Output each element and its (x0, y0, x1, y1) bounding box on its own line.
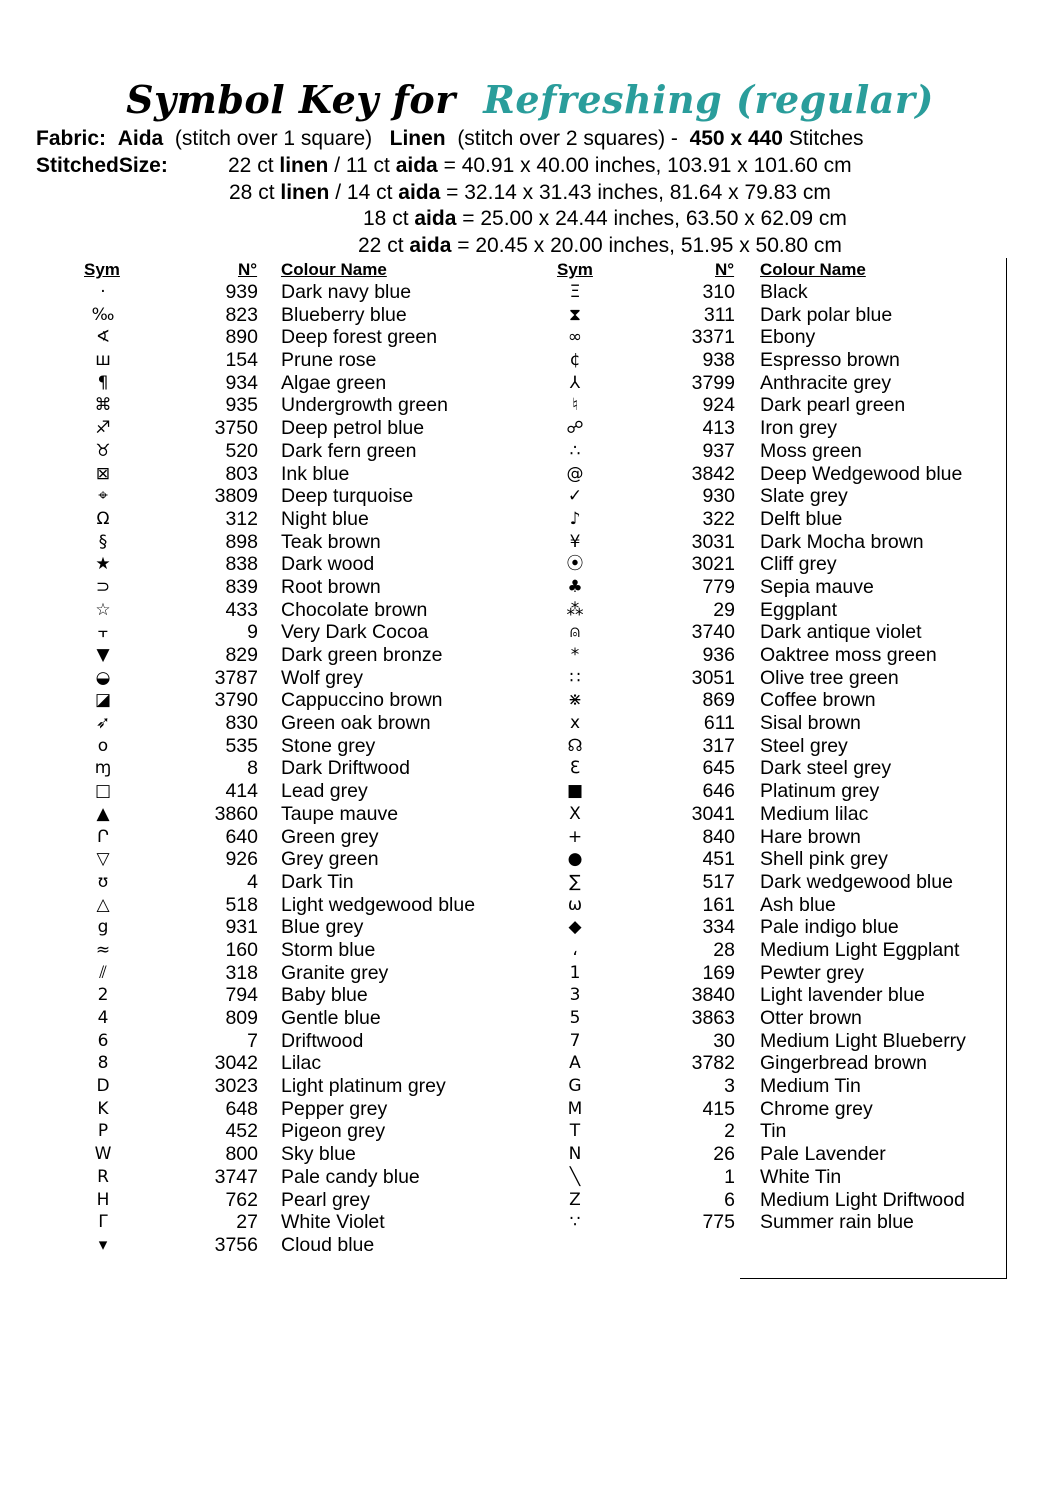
colour-name: Gingerbread brown (760, 1052, 927, 1075)
stitch-symbol: ω (567, 894, 583, 915)
stitch-symbol: ⫟ (97, 622, 109, 643)
floss-number: 312 (225, 507, 258, 530)
stitch-symbol: ■ (566, 781, 584, 802)
floss-number: 3787 (214, 666, 258, 689)
colour-name: Deep turquoise (281, 485, 414, 508)
colour-name: Dark polar blue (760, 303, 893, 326)
stitch-symbol: ℇ (569, 758, 581, 779)
stitch-symbol: 5 (569, 1008, 581, 1028)
stitch-symbol: Ξ (569, 282, 581, 302)
stitch-symbol: ☆ (95, 599, 111, 620)
stitch-symbol: ⫽ (99, 962, 107, 983)
colour-name: Pewter grey (760, 961, 865, 984)
colour-name: Grey green (281, 848, 379, 871)
stitch-symbol: ، (572, 939, 578, 960)
floss-number: 640 (225, 825, 258, 848)
floss-number: 3842 (691, 462, 735, 485)
colour-name: Medium Light Eggplant (760, 938, 960, 961)
floss-number: 26 (713, 1143, 735, 1166)
floss-number: 648 (225, 1097, 258, 1120)
stitches-count: 450 x 440 (689, 127, 783, 150)
colour-name: Gentle blue (281, 1007, 381, 1029)
colour-name: Chocolate brown (281, 598, 428, 621)
stitch-symbol: ʊ (97, 871, 109, 892)
stitch-symbol: W (94, 1144, 112, 1165)
floss-number: 451 (702, 848, 735, 871)
stitch-symbol: ∑ (569, 871, 581, 892)
colour-name: Root brown (281, 575, 381, 598)
stitch-symbol: ● (567, 849, 583, 870)
stitch-symbol: ✓ (567, 486, 583, 507)
floss-number: 3747 (214, 1165, 258, 1188)
colour-name: Sepia mauve (760, 575, 874, 598)
colour-name: Wolf grey (281, 666, 363, 689)
stitch-symbol: Ր (97, 826, 109, 847)
floss-number: 535 (225, 734, 258, 757)
colour-name: Dark Driftwood (281, 757, 410, 780)
stitch-symbol: ш (95, 350, 111, 371)
floss-number: 9 (247, 621, 258, 644)
colour-name: Otter brown (760, 1007, 862, 1029)
stitch-symbol: ⌖ (98, 486, 108, 507)
floss-number: 937 (702, 439, 735, 462)
floss-number: 2 (724, 1120, 735, 1143)
stitch-symbol: 7 (569, 1030, 581, 1051)
floss-number: 3021 (691, 553, 735, 576)
stitch-symbol: ♮ (571, 395, 579, 416)
colour-name: Moss green (760, 439, 862, 462)
floss-number: 3750 (214, 417, 258, 440)
colour-name: Pale indigo blue (760, 916, 899, 939)
floss-number: 6 (724, 1188, 735, 1211)
stitch-symbol: ≈ (95, 939, 111, 960)
stitch-symbol: 6 (97, 1030, 109, 1051)
stitch-symbol: ◒ (95, 667, 111, 688)
stitch-symbol: H (96, 1189, 110, 1210)
colour-name: Taupe mauve (281, 802, 399, 825)
floss-number: 645 (702, 757, 735, 780)
stitch-symbol: 8 (97, 1053, 109, 1074)
stitch-symbol: ⅄ (569, 372, 581, 393)
stitch-symbol: M (567, 1098, 583, 1119)
stitch-symbol: ☍ (566, 418, 584, 439)
stitch-symbol: ¶ (97, 372, 109, 393)
floss-number: 169 (702, 961, 735, 984)
stitch-symbol: ▲ (96, 803, 110, 824)
stitch-symbol: R (97, 1166, 109, 1187)
stitch-symbol: X (569, 803, 581, 824)
floss-number: 8 (247, 757, 258, 780)
floss-number: 823 (225, 303, 258, 326)
stitch-symbol: 1 (569, 962, 581, 983)
floss-number: 838 (225, 553, 258, 576)
colour-name: Storm blue (281, 938, 376, 961)
colour-name: Blueberry blue (281, 303, 407, 326)
colour-name: Deep forest green (281, 326, 438, 349)
floss-number: 3042 (214, 1052, 258, 1075)
floss-number: 924 (702, 394, 735, 417)
floss-number: 3809 (214, 485, 258, 508)
floss-number: 930 (702, 485, 735, 508)
page-title (0, 72, 1060, 128)
stitch-symbol: ♐ (95, 418, 111, 439)
floss-number: 7 (247, 1029, 258, 1052)
floss-number: 161 (702, 893, 735, 916)
floss-number: 3031 (691, 530, 735, 553)
stitch-symbol: * (570, 645, 580, 665)
colour-name: Hare brown (760, 825, 861, 848)
colour-name: Sky blue (281, 1143, 356, 1166)
colour-name: Espresso brown (760, 349, 900, 372)
stitch-symbol: + (567, 826, 583, 847)
floss-number: 939 (225, 281, 258, 303)
floss-number: 3790 (214, 689, 258, 712)
floss-number: 4 (247, 870, 258, 893)
stitch-symbol: ∴ (569, 440, 581, 461)
stitch-symbol: D (96, 1076, 110, 1097)
colour-name: Sisal brown (760, 712, 861, 735)
colour-name: Medium lilac (760, 802, 869, 825)
floss-number: 926 (225, 848, 258, 871)
colour-name: Dark green bronze (281, 644, 443, 666)
header-num-right: N° (715, 260, 735, 279)
floss-number: 611 (703, 712, 735, 735)
stitch-symbol: § (98, 531, 108, 552)
floss-number: 28 (713, 938, 735, 961)
colour-name: Light platinum grey (281, 1075, 446, 1098)
colour-name: Light lavender blue (760, 984, 925, 1007)
stitch-symbol: ╲ (569, 1166, 581, 1187)
colour-name: Steel grey (760, 734, 848, 757)
colour-name: Eggplant (760, 598, 837, 621)
colour-name: Platinum grey (760, 780, 880, 803)
floss-number: 413 (702, 417, 735, 440)
stitch-symbol: □ (94, 781, 112, 802)
stitch-symbol: ⍝ (569, 622, 581, 643)
floss-number: 890 (225, 326, 258, 349)
stitch-symbol: ¥ (569, 531, 581, 552)
colour-name: Pearl grey (281, 1188, 370, 1211)
colour-name: Olive tree green (760, 666, 899, 689)
size-line-3: 18 ct aida = 25.00 x 24.44 inches, 63.50 x 62.09 cm (363, 207, 847, 230)
stitch-symbol: ⁂ (566, 599, 584, 620)
fabric-linen: Linen (389, 127, 446, 150)
stitch-symbol: 4 (97, 1008, 109, 1028)
floss-number: 30 (713, 1029, 735, 1052)
stitches-word: Stitches (788, 127, 864, 150)
floss-number: 322 (702, 507, 735, 530)
stitch-symbol: x (569, 713, 581, 734)
colour-name: Dark Mocha brown (760, 530, 924, 553)
colour-name: Green grey (281, 825, 379, 848)
floss-number: 936 (702, 644, 735, 666)
colour-name: Pale candy blue (281, 1165, 420, 1188)
floss-number: 3863 (691, 1007, 735, 1029)
fabric-aida-desc: (stitch over 1 square) (174, 127, 373, 150)
colour-name: Pepper grey (281, 1097, 388, 1120)
colour-name: Dark pearl green (760, 394, 906, 417)
colour-name: Stone grey (281, 734, 376, 757)
colour-name: Black (760, 281, 808, 303)
fabric-linen-desc: (stitch over 2 squares) - (457, 127, 678, 150)
floss-number: 518 (225, 893, 258, 916)
floss-number: 840 (702, 825, 735, 848)
floss-number: 829 (225, 644, 258, 666)
floss-number: 839 (225, 575, 258, 598)
colour-name: Green oak brown (281, 712, 431, 735)
colour-name: Medium Tin (760, 1075, 861, 1098)
size-line-4: 22 ct aida = 20.45 x 20.00 inches, 51.95 x 50.80 cm (358, 234, 842, 257)
floss-number: 898 (225, 530, 258, 553)
colour-name: Pale Lavender (760, 1143, 886, 1166)
colour-name: Iron grey (760, 417, 837, 440)
colour-name: Shell pink grey (760, 848, 888, 871)
colour-name: Teak brown (281, 530, 381, 553)
colour-name: Oaktree moss green (760, 644, 937, 666)
stitch-symbol: ¢ (569, 350, 581, 371)
header-name-left: Colour Name (281, 260, 387, 279)
floss-number: 310 (702, 281, 735, 303)
fabric-label: Fabric: (36, 127, 107, 150)
colour-name: Blue grey (281, 916, 364, 939)
floss-number: 931 (225, 916, 258, 939)
stitch-symbol: G (568, 1076, 582, 1097)
colour-name: Very Dark Cocoa (281, 621, 429, 644)
stitch-symbol: ♣ (567, 576, 583, 597)
stitch-symbol: ➶ (95, 713, 111, 734)
stitch-symbol: Z (569, 1189, 581, 1210)
colour-name: Prune rose (281, 349, 377, 372)
floss-number: 517 (702, 870, 735, 893)
colour-name: Ink blue (281, 462, 350, 485)
header-sym-left: Sym (84, 260, 120, 279)
floss-number: 27 (236, 1211, 258, 1234)
floss-number: 646 (702, 780, 735, 803)
bottom-border-line (740, 1278, 1007, 1279)
stitch-symbol: ⌘ (94, 395, 112, 416)
stitch-symbol: A (569, 1053, 581, 1074)
colour-name: Cappuccino brown (281, 689, 443, 712)
floss-number: 794 (225, 984, 258, 1007)
title-prefix: Symbol Key for (126, 77, 456, 122)
colour-name: Cliff grey (760, 553, 837, 576)
colour-name: Coffee brown (760, 689, 876, 712)
floss-number: 762 (225, 1188, 258, 1211)
floss-number: 154 (225, 349, 258, 372)
floss-number: 414 (225, 780, 258, 803)
header-sym-right: Sym (557, 260, 593, 279)
floss-number: 800 (225, 1143, 258, 1166)
floss-number: 3051 (691, 666, 735, 689)
colour-name: Slate grey (760, 485, 848, 508)
colour-name: Medium Light Blueberry (760, 1029, 966, 1052)
colour-name: Lead grey (281, 780, 368, 803)
colour-name: Cloud blue (281, 1233, 375, 1256)
floss-number: 311 (703, 303, 735, 326)
floss-number: 938 (702, 349, 735, 372)
colour-name: Chrome grey (760, 1097, 873, 1120)
stitch-symbol: 2 (97, 985, 109, 1006)
colour-name: Undergrowth green (281, 394, 448, 417)
floss-number: 3 (724, 1075, 735, 1098)
floss-number: 433 (225, 598, 258, 621)
floss-number: 935 (225, 394, 258, 417)
colour-name: Dark Tin (281, 870, 354, 893)
stitch-symbol: ♉ (95, 440, 111, 461)
stitch-symbol: g (97, 917, 109, 938)
colour-name: Dark navy blue (281, 281, 412, 303)
colour-name: Lilac (281, 1052, 322, 1075)
floss-number: 415 (702, 1097, 735, 1120)
floss-number: 775 (702, 1211, 735, 1234)
stitch-symbol: K (97, 1098, 109, 1119)
floss-number: 29 (713, 598, 735, 621)
stitch-symbol: ▾ (98, 1234, 108, 1255)
colour-name: Ebony (760, 326, 816, 349)
stitch-symbol: ∢ (95, 327, 111, 348)
floss-number: 830 (225, 712, 258, 735)
right-border-line (1006, 258, 1007, 1278)
stitch-symbol: △ (96, 894, 110, 915)
stitch-symbol: ▼ (96, 645, 110, 665)
colour-name: Deep petrol blue (281, 417, 425, 440)
stitch-symbol: ⊃ (95, 576, 111, 597)
stitch-symbol: ɱ (94, 758, 112, 779)
colour-name: Algae green (281, 371, 387, 394)
floss-number: 334 (702, 916, 735, 939)
colour-name: Driftwood (281, 1029, 364, 1052)
pattern-name: Refreshing (regular) (483, 77, 934, 122)
stitch-symbol: N (568, 1144, 582, 1165)
floss-number: 160 (225, 938, 258, 961)
colour-name: Summer rain blue (760, 1211, 914, 1234)
floss-number: 3860 (214, 802, 258, 825)
floss-number: 3371 (691, 326, 735, 349)
stitch-symbol: ∵ (569, 1212, 581, 1233)
stitch-symbol: · (100, 282, 106, 302)
stitch-symbol: Ω (96, 508, 110, 529)
stitch-symbol: ∞ (567, 327, 583, 348)
colour-name: Dark wood (281, 553, 375, 576)
stitch-symbol: ◆ (568, 917, 582, 938)
colour-name: Dark antique violet (760, 621, 922, 644)
colour-name: Deep Wedgewood blue (760, 462, 963, 485)
stitch-symbol: ∷ (569, 667, 581, 688)
stitch-symbol: P (97, 1121, 109, 1142)
stitch-symbol: ★ (95, 554, 111, 575)
floss-number: 869 (702, 689, 735, 712)
floss-number: 809 (225, 1007, 258, 1029)
floss-number: 3740 (691, 621, 735, 644)
stitch-symbol: o (97, 735, 109, 756)
colour-name: Ash blue (760, 893, 836, 916)
colour-name: Tin (760, 1120, 787, 1143)
stitch-symbol: @ (566, 463, 584, 484)
stitch-symbol: ⊠ (95, 463, 111, 484)
floss-number: 3840 (691, 984, 735, 1007)
colour-name: Pigeon grey (281, 1120, 386, 1143)
colour-name: Night blue (281, 507, 369, 530)
stitch-symbol: ♪ (569, 508, 581, 529)
colour-name: Dark fern green (281, 439, 417, 462)
floss-number: 1 (724, 1165, 735, 1188)
colour-name: Medium Light Driftwood (760, 1188, 965, 1211)
stitch-symbol: ‰ (91, 304, 115, 325)
colour-name: Delft blue (760, 507, 843, 530)
floss-number: 318 (225, 961, 258, 984)
floss-number: 779 (702, 575, 735, 598)
floss-number: 3023 (214, 1075, 258, 1098)
stitch-symbol: ▽ (96, 849, 110, 870)
colour-name: Dark wedgewood blue (760, 870, 953, 893)
floss-number: 520 (225, 439, 258, 462)
fabric-aida: Aida (117, 127, 164, 150)
stitch-symbol: ◪ (94, 690, 112, 711)
colour-name: Baby blue (281, 984, 368, 1007)
colour-name: White Tin (760, 1165, 842, 1188)
stitch-symbol: ⦿ (566, 554, 584, 575)
floss-number: 803 (225, 462, 258, 485)
colour-name: Light wedgewood blue (281, 893, 476, 916)
stitch-symbol: T (569, 1121, 581, 1142)
colour-name: White Violet (281, 1211, 385, 1234)
colour-name: Granite grey (281, 961, 389, 984)
floss-number: 3799 (691, 371, 735, 394)
stitched-size-label: StitchedSize: (36, 154, 168, 177)
floss-number: 934 (225, 371, 258, 394)
floss-number: 3782 (691, 1052, 735, 1075)
stitch-symbol: ⧗ (569, 304, 581, 325)
floss-number: 3041 (691, 802, 735, 825)
size-line-1: 22 ct linen / 11 ct aida = 40.91 x 40.00 inches, 103.91 x 101.60 cm (228, 154, 852, 177)
floss-number: 317 (702, 734, 735, 757)
size-line-2: 28 ct linen / 14 ct aida = 32.14 x 31.43 inches, 81.64 x 79.83 cm (229, 181, 831, 204)
colour-name: Anthracite grey (760, 371, 892, 394)
stitch-symbol: ☊ (567, 735, 583, 756)
floss-number: 3756 (214, 1233, 258, 1256)
colour-name: Dark steel grey (760, 757, 892, 780)
stitch-symbol: 3 (569, 985, 581, 1006)
header-num-left: N° (238, 260, 258, 279)
floss-number: 452 (225, 1120, 258, 1143)
stitch-symbol: ⋇ (567, 690, 583, 711)
header-name-right: Colour Name (760, 260, 866, 279)
stitch-symbol: Γ (98, 1212, 108, 1233)
